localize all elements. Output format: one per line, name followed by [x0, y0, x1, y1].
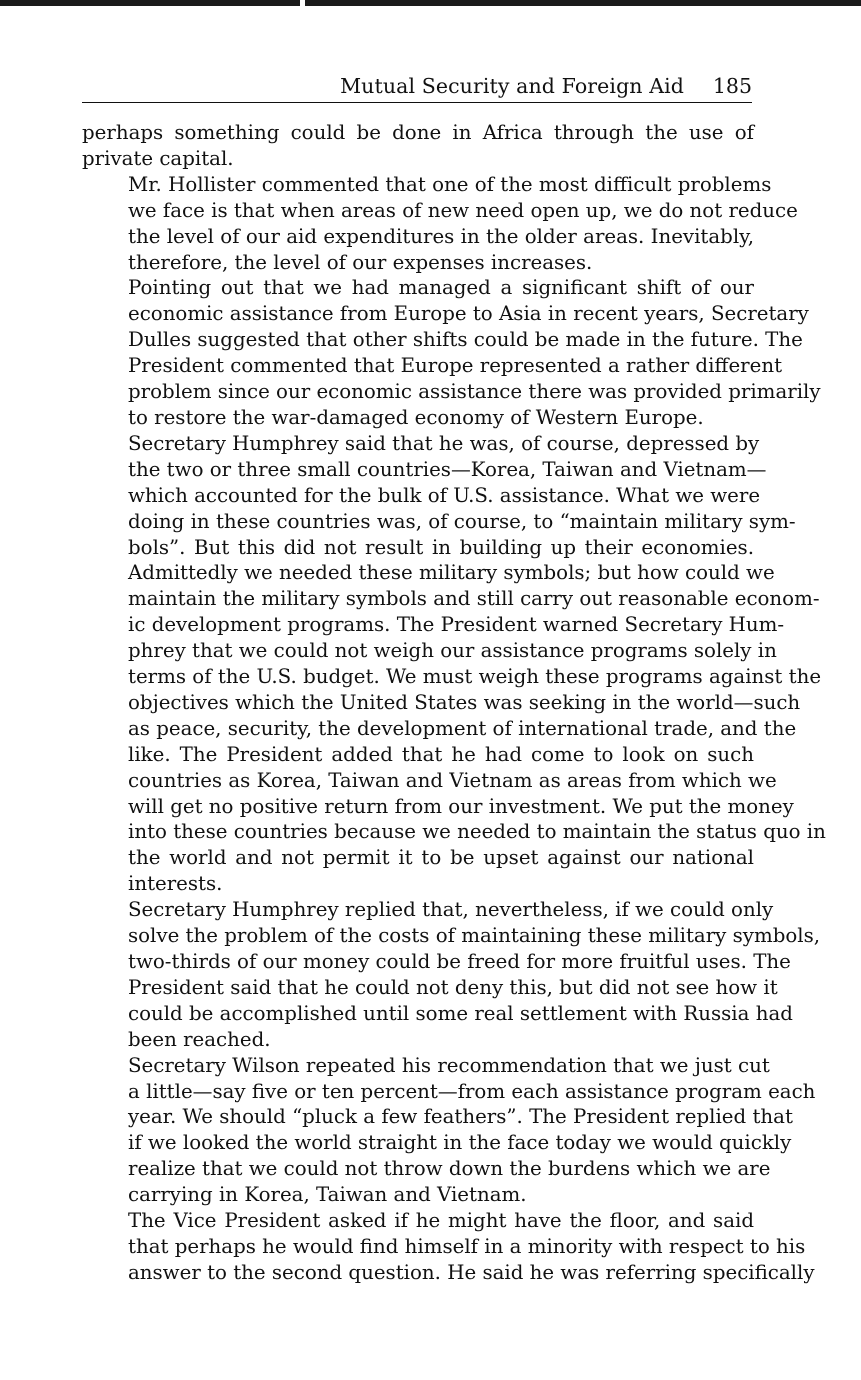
text-line: realize that we could not throw down the burdens which we are — [128, 1157, 771, 1181]
text-line: phrey that we could not weigh our assistance programs solely in — [128, 639, 777, 663]
text-line: the two or three small countries—Korea, Taiwan and Vietnam— — [128, 457, 767, 481]
text-line: been reached. — [128, 1027, 271, 1051]
text-line: the world and not permit it to be upset against our national — [128, 846, 754, 870]
text-line: President said that he could not deny this, but did not see how it — [128, 975, 778, 999]
text-line: Admittedly we needed these military symbols; but how could we — [128, 561, 775, 585]
paragraph — [82, 275, 821, 430]
paragraph — [82, 1053, 816, 1208]
text-line: year. We should “pluck a few feathers”. The President replied that — [128, 1105, 793, 1129]
text-line: private capital. — [82, 146, 234, 170]
text-line: will get no positive return from our investment. We put the money — [128, 794, 794, 818]
text-line: problem since our economic assistance there was provided primarily — [128, 380, 821, 404]
text-line: therefore, the level of our expenses increases. — [128, 250, 593, 274]
text-line: answer to the second question. He said he was referring specifically — [128, 1260, 815, 1284]
text-line: the level of our aid expenditures in the older areas. Inevitably, — [128, 224, 754, 248]
text-line: which accounted for the bulk of U.S. assistance. What we were — [128, 483, 761, 507]
text-line: into these countries because we needed to maintain the status quo in — [128, 820, 826, 844]
text-line: economic assistance from Europe to Asia in recent years, Secretary — [128, 302, 809, 326]
text-line: terms of the U.S. budget. We must weigh these programs against the — [128, 665, 822, 689]
paragraph — [82, 897, 821, 1052]
page-number: 185 — [712, 74, 752, 98]
text-line: two-thirds of our money could be freed for more fruitful uses. The — [128, 950, 791, 973]
paragraph — [82, 431, 826, 897]
text-line: The Vice President asked if he might have the floor, and said — [128, 1209, 754, 1233]
text-line: Mr. Hollister commented that one of the most difficult problems — [128, 172, 772, 196]
text-line: maintain the military symbols and still carry out reasonable econom- — [128, 587, 820, 611]
text-line: objectives which the United States was seeking in the world—such — [128, 690, 801, 714]
text-line: Secretary Humphrey said that he was, of course, depressed by — [128, 431, 760, 455]
paragraph — [82, 172, 798, 276]
text-line: countries as Korea, Taiwan and Vietnam as areas from which we — [128, 768, 777, 792]
text-line: Dulles suggested that other shifts could be made in the future. The — [128, 328, 803, 352]
scan-border-gap — [300, 0, 305, 6]
text-line: like. The President added that he had come to look on such — [128, 742, 754, 766]
text-line: ic development programs. The President warned Secretary Hum- — [128, 613, 785, 637]
text-line: carrying in Korea, Taiwan and Vietnam. — [128, 1183, 527, 1207]
scan-top-border — [0, 0, 861, 6]
text-line: as peace, security, the development of international trade, and the — [128, 716, 797, 740]
text-line: President commented that Europe represented a rather different — [128, 354, 783, 378]
text-line: Secretary Humphrey replied that, nevertheless, if we could only — [128, 898, 774, 922]
text-line: doing in these countries was, of course, to “maintain military sym- — [128, 509, 796, 533]
text-line: if we looked the world straight in the face today we would quickly — [128, 1131, 792, 1155]
text-line: Pointing out that we had managed a significant shift of our — [128, 276, 754, 300]
text-line: that perhaps he would find himself in a minority with respect to his — [128, 1234, 806, 1258]
text-line: to restore the war-damaged economy of Western Europe. — [128, 405, 704, 429]
body-text — [82, 120, 826, 1286]
text-line: interests. — [128, 872, 223, 896]
running-header — [82, 72, 752, 103]
running-header-title: Mutual Security and Foreign Aid — [340, 74, 684, 98]
text-line: a little—say five or ten percent—from each assistance program each — [128, 1079, 816, 1103]
text-line: we face is that when areas of new need open up, we do not reduce — [128, 198, 798, 222]
text-line: Secretary Wilson repeated his recommendation that we just cut — [128, 1053, 770, 1077]
text-line: could be accomplished until some real settlement with Russia had — [128, 1001, 793, 1025]
text-line: solve the problem of the costs of maintaining these military symbols, — [128, 924, 821, 948]
paragraph — [82, 120, 754, 172]
paragraph — [82, 1208, 815, 1286]
text-line: perhaps something could be done in Africa through the use of — [82, 121, 754, 144]
text-line: bols”. But this did not result in building up their economies. — [128, 535, 754, 559]
